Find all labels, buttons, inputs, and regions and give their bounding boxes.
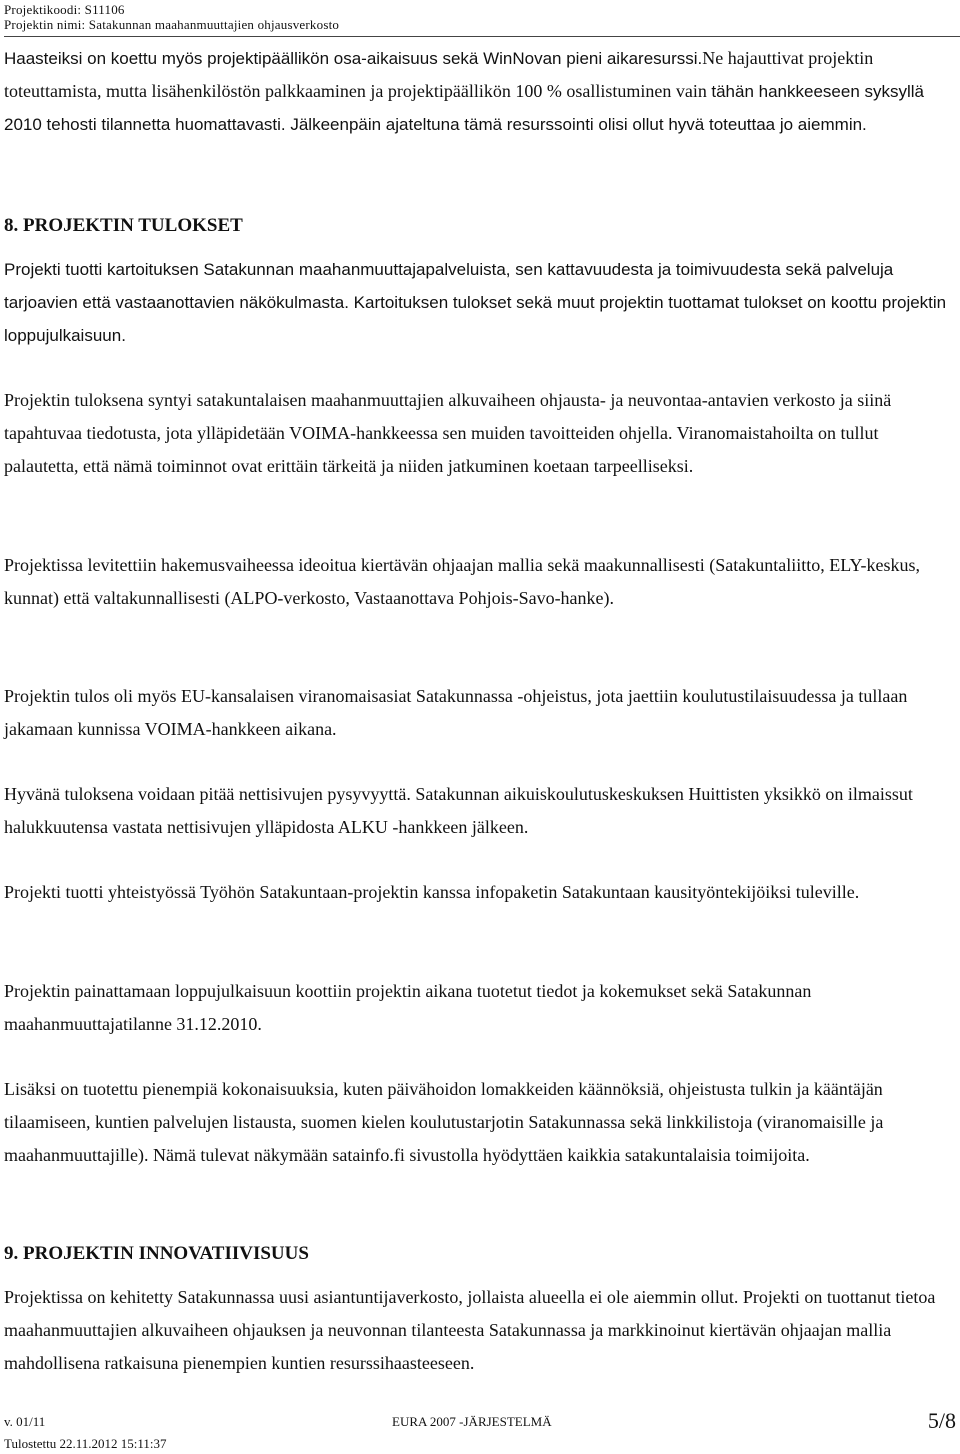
section-8-paragraph-6: Projekti tuotti yhteistyössä Työhön Satakuntaan-projektin kanssa infopaketin Satakuntaan kausityöntekijöiksi tuleville. [4, 882, 860, 902]
footer-page-number: 5/8 [927, 1408, 956, 1433]
section-9-heading: 9. PROJEKTIN INNOVATIIVISUUS [4, 1243, 309, 1264]
footer-printed: Tulostettu 22.11.2012 15:11:37 [4, 1436, 167, 1451]
section-8-paragraph-4: Projektin tulos oli myös EU-kansalaisen viranomaisasiat Satakunnassa -ohjeistus, jota jaettiin koulutustilaisuudessa ja tullaan jakamaan kunnissa VOIMA-hankkeen aikana. [4, 686, 908, 739]
intro-sans-1: Haasteiksi on koettu myös projektipäällikön osa-aikaisuus sekä WinNovan pieni aikaresurssi. [4, 49, 703, 68]
section-8-heading: 8. PROJEKTIN TULOKSET [4, 215, 243, 236]
project-name: Projektin nimi: Satakunnan maahanmuuttajien ohjausverkosto [4, 17, 340, 32]
project-code: Projektikoodi: S11106 [4, 2, 125, 17]
section-8-paragraph-7: Projektin painattamaan loppujulkaisuun koottiin projektin aikana tuotetut tiedot ja kokemukset sekä Satakunnan maahanmuuttajatilanne 31.12.2010. [4, 981, 812, 1034]
intro-serif-1: Ne hajauttivat projektin toteuttamista, mutta lisähenkilöstön palkkaaminen ja projektipäällikön 100 % osallistuminen vain [4, 48, 874, 101]
intro-paragraph [4, 42, 956, 141]
section-8-p1-text: Projekti tuotti kartoituksen Satakunnan maahanmuuttajapalveluista, sen kattavuudesta ja toimivuudesta sekä palveluja tarjoavien että vastaanottavien näkökulmasta. Kartoituksen tulokset sekä muut projektin tuottamat tulokset on koottu projektin loppujulkaisuun. [4, 260, 947, 345]
footer-system: EURA 2007 -JÄRJESTELMÄ [392, 1414, 552, 1429]
footer-version: v. 01/11 [4, 1414, 46, 1429]
section-8-paragraph-8: Lisäksi on tuotettu pienempiä kokonaisuuksia, kuten päivähoidon lomakkeiden käännöksiä, ohjeistusta tulkin ja kääntäjän tilaamiseen, kuntien palvelujen listausta, suomen kielen koulutustarjotin Satakunnassa sekä linkkilistoja (viranomaisille ja maahanmuuttajille). Nämä tulevat näkymään satainfo.fi sivustolla hyödyttäen kaikkia satakuntalaisia toimijoita. [4, 1079, 884, 1165]
section-9-paragraph-1: Projektissa on kehitetty Satakunnassa uusi asiantuntijaverkosto, jollaista alueella ei ole aiemmin ollut. Projekti on tuottanut tietoa maahanmuuttajien alkuvaiheen ohjauksen ja neuvonnan tilanteesta Satakunnassa ja markkinoinut kiertävän ohjaajan mallia mahdollisena ratkaisuna pienempien kuntien resurssihaasteeseen. [4, 1287, 936, 1373]
header-divider [4, 36, 960, 37]
intro-sans-2: tähän hankkeeseen syksyllä 2010 tehosti tilannetta huomattavasti. Jälkeenpäin ajateltuna tämä resurssointi olisi ollut hyvä toteuttaa jo aiemmin. [4, 82, 925, 134]
section-8-paragraph-1 [4, 253, 956, 352]
section-8-paragraph-3: Projektissa levitettiin hakemusvaiheessa ideoitua kiertävän ohjaajan mallia sekä maakunnallisesti (Satakuntaliitto, ELY-keskus, kunnat) että valtakunnallisesti (ALPO-verkosto, Vastaanottava Pohjois-Savo-hanke). [4, 555, 920, 608]
section-8-paragraph-5: Hyvänä tuloksena voidaan pitää nettisivujen pysyvyyttä. Satakunnan aikuiskoulutuskeskuksen Huittisten yksikkö on ilmaissut halukkuutensa vastata nettisivujen ylläpidosta ALKU -hankkeen jälkeen. [4, 784, 913, 837]
section-8-paragraph-2: Projektin tuloksena syntyi satakuntalaisen maahanmuuttajien alkuvaiheen ohjausta- ja neuvontaa-antavien verkosto ja siinä tapahtuvaa tiedotusta, jota ylläpidetään VOIMA-hankkeessa sen muiden tavoitteiden ohjella. Viranomaistahoilta on tullut palautetta, että nämä toiminnot ovat erittäin tärkeitä ja niiden jatkuminen koetaan tarpeelliseksi. [4, 390, 892, 476]
